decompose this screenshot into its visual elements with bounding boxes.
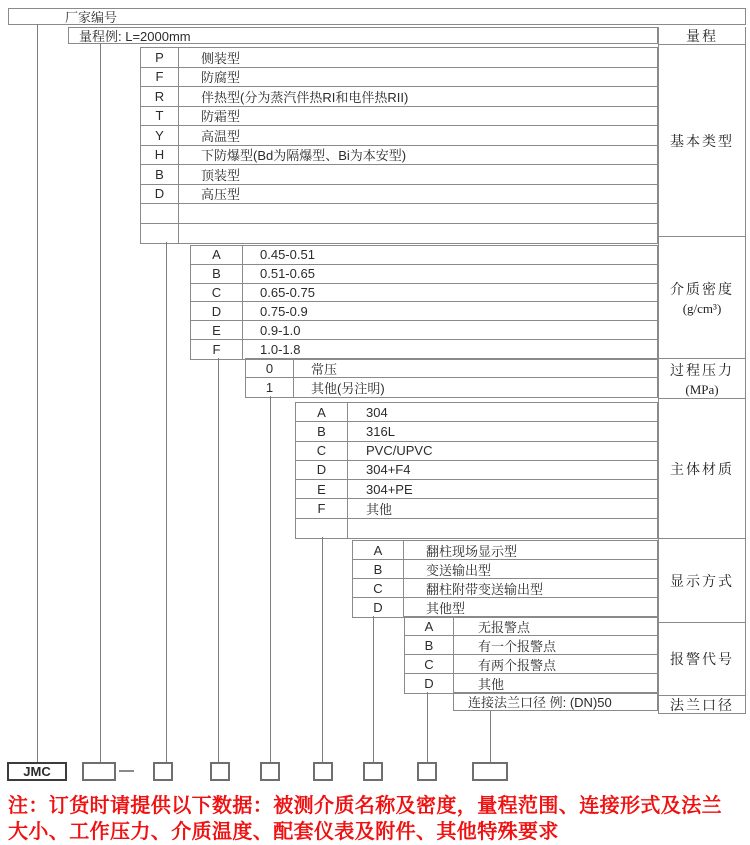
alarm-row: [405, 655, 657, 674]
connector-line-alarm: [427, 692, 428, 763]
pressure-desc-cell: 常压: [311, 361, 338, 377]
basic_type-desc-cell: 顶装型: [201, 167, 241, 183]
range-example-label: 量程例: L=2000mm: [79, 29, 191, 44]
code-box-basic-type: [153, 762, 173, 781]
connector-line-material: [322, 537, 323, 763]
basic_type-row: [141, 185, 657, 205]
basic_type-code-cell: [141, 224, 179, 244]
basic_type-code-cell: [141, 204, 179, 223]
material-desc-cell: PVC/UPVC: [366, 443, 433, 459]
medium-density-table: [190, 245, 658, 360]
alarm-desc-cell: 无报警点: [478, 619, 531, 635]
density-row: [191, 246, 657, 265]
category-label-text: 量程: [686, 29, 718, 45]
display-code-cell: C: [353, 579, 404, 597]
alarm-row: [405, 617, 657, 636]
material-code-cell: [296, 519, 348, 538]
basic_type-code-cell: B: [141, 165, 179, 184]
material-code-cell: F: [296, 499, 348, 517]
alarm-row: [405, 674, 657, 693]
category-label-text: 过程压力: [670, 363, 734, 379]
material-row: [296, 519, 657, 538]
category-label-column: [658, 27, 746, 714]
material-desc-cell: 其他: [366, 502, 393, 518]
density-desc-cell: 0.75-0.9: [260, 303, 308, 319]
density-desc-cell: 0.9-1.0: [260, 322, 301, 338]
alarm-desc-cell: 有一个报警点: [478, 638, 557, 654]
material-desc-cell: [348, 519, 657, 538]
material-desc-cell: 304: [366, 404, 388, 420]
density-row: [191, 340, 657, 359]
material-row: [296, 480, 657, 499]
category-label-text: 报警代号: [670, 653, 734, 668]
material-code-cell: A: [296, 403, 348, 421]
alarm-code-cell: B: [405, 636, 454, 654]
material-row: [296, 442, 657, 461]
alarm-code-cell: D: [405, 674, 454, 693]
basic_type-row: [141, 146, 657, 166]
display-code-cell: B: [353, 560, 404, 578]
code-box-density: [210, 762, 230, 781]
material-code-cell: D: [296, 461, 348, 479]
display-mode-table: [352, 540, 658, 618]
display-desc-cell: 翻柱现场显示型: [426, 543, 518, 559]
basic_type-desc-cell: 下防爆型(Bd为隔爆型、Bi为本安型): [201, 148, 407, 164]
category-label-text: 介质密度: [670, 282, 734, 298]
basic_type-row: [141, 126, 657, 146]
model-code-dash: [119, 770, 134, 772]
category-label-2: [659, 44, 745, 236]
pressure-desc-cell: 其他(另注明): [311, 381, 385, 396]
material-row: [296, 422, 657, 441]
density-desc-cell: 0.51-0.65: [260, 266, 315, 282]
code-box-flange: [472, 762, 508, 781]
basic_type-row: [141, 48, 657, 68]
basic_type-desc-cell: 防霜型: [201, 109, 241, 125]
material-desc-cell: 304+PE: [366, 481, 413, 497]
material-code-cell: C: [296, 442, 348, 460]
density-code-cell: E: [191, 321, 243, 339]
process-pressure-table: [245, 358, 658, 398]
display-row: [353, 598, 657, 617]
density-desc-cell: 1.0-1.8: [260, 342, 301, 358]
basic_type-code-cell: D: [141, 185, 179, 204]
category-label-3: [659, 236, 745, 358]
alarm-code-cell: A: [405, 617, 454, 635]
basic_type-row: [141, 224, 657, 244]
flange-size-text: 连接法兰口径 例: (DN)50: [468, 695, 612, 710]
alarm-row: [405, 636, 657, 655]
basic_type-row: [141, 107, 657, 127]
basic_type-code-cell: T: [141, 107, 179, 126]
pressure-row: [246, 359, 657, 378]
basic_type-code-cell: F: [141, 68, 179, 87]
category-label-7: [659, 622, 745, 695]
category-label-text: 主体材质: [670, 462, 734, 478]
connector-line-manufacturer: [37, 24, 38, 763]
category-label-8: [659, 695, 745, 713]
code-box-material: [313, 762, 333, 781]
connector-line-display: [373, 616, 374, 763]
basic_type-desc-cell: [179, 204, 657, 223]
material-code-cell: B: [296, 422, 348, 440]
category-label-unit: (g/cm³): [682, 300, 722, 316]
material-desc-cell: 316L: [366, 423, 395, 439]
code-box-display: [363, 762, 383, 781]
material-row: [296, 499, 657, 518]
manufacturer-row: [8, 8, 746, 25]
basic_type-code-cell: Y: [141, 126, 179, 145]
category-label-text: 法兰口径: [670, 698, 734, 714]
ordering-note: 注：订货时请提供以下数据：被测介质名称及密度，量程范围、连接形式及法兰大小、工作压力、介质温度、配套仪表及附件、其他特殊要求: [8, 795, 722, 843]
alarm-desc-cell: 其他: [478, 677, 505, 692]
basic_type-desc-cell: 高温型: [201, 128, 241, 144]
category-label-text: 显示方式: [670, 574, 734, 590]
material-row: [296, 461, 657, 480]
density-code-cell: F: [191, 340, 243, 359]
basic_type-desc-cell: 伴热型(分为蒸汽伴热RI和电伴热RII): [201, 89, 409, 105]
density-code-cell: B: [191, 265, 243, 283]
code-box-range: [82, 762, 116, 781]
basic_type-code-cell: R: [141, 87, 179, 106]
alarm-code-cell: C: [405, 655, 454, 673]
density-code-cell: A: [191, 246, 243, 264]
category-label-text: 基本类型: [670, 134, 734, 150]
pressure-code-cell: 1: [246, 378, 294, 397]
connector-line-range: [100, 44, 101, 763]
basic_type-desc-cell: [179, 224, 657, 244]
manufacturer-label: 厂家编号: [65, 10, 118, 25]
body-material-table: [295, 402, 658, 539]
connector-line-flange: [490, 711, 491, 763]
display-row: [353, 541, 657, 560]
basic_type-row: [141, 165, 657, 185]
basic_type-code-cell: P: [141, 48, 179, 67]
basic_type-desc-cell: 侧装型: [201, 50, 241, 66]
basic_type-desc-cell: 防腐型: [201, 70, 241, 86]
alarm-code-table: [404, 616, 658, 694]
display-code-cell: D: [353, 598, 404, 617]
density-code-cell: C: [191, 284, 243, 302]
display-code-cell: A: [353, 541, 404, 559]
display-desc-cell: 翻柱附带变送输出型: [426, 581, 544, 597]
category-label-5: [659, 398, 745, 538]
material-code-cell: E: [296, 480, 348, 498]
range-row: [68, 27, 658, 44]
material-desc-cell: 304+F4: [366, 462, 411, 478]
density-row: [191, 265, 657, 284]
basic_type-row: [141, 204, 657, 224]
basic_type-desc-cell: 高压型: [201, 187, 241, 203]
basic-type-table: [140, 47, 658, 244]
material-row: [296, 403, 657, 422]
connector-line-basic-type: [166, 242, 167, 763]
flange-size-row: [453, 692, 658, 711]
connector-line-density: [218, 358, 219, 763]
code-box-pressure: [260, 762, 280, 781]
basic_type-code-cell: H: [141, 146, 179, 165]
basic_type-row: [141, 68, 657, 88]
density-row: [191, 284, 657, 303]
density-desc-cell: 0.45-0.51: [260, 247, 315, 263]
density-row: [191, 302, 657, 321]
density-desc-cell: 0.65-0.75: [260, 285, 315, 301]
display-desc-cell: 变送输出型: [426, 562, 492, 578]
density-code-cell: D: [191, 302, 243, 320]
model-code-box: JMC: [7, 762, 67, 781]
category-label-6: [659, 538, 745, 622]
display-row: [353, 579, 657, 598]
basic_type-row: [141, 87, 657, 107]
pressure-code-cell: 0: [246, 359, 294, 377]
alarm-desc-cell: 有两个报警点: [478, 657, 557, 673]
connector-line-pressure: [270, 396, 271, 763]
display-row: [353, 560, 657, 579]
category-label-unit: (MPa): [685, 381, 719, 397]
category-label-4: [659, 358, 745, 398]
pressure-row: [246, 378, 657, 397]
density-row: [191, 321, 657, 340]
display-desc-cell: 其他型: [426, 601, 466, 616]
category-label-1: [659, 27, 745, 44]
code-box-alarm: [417, 762, 437, 781]
